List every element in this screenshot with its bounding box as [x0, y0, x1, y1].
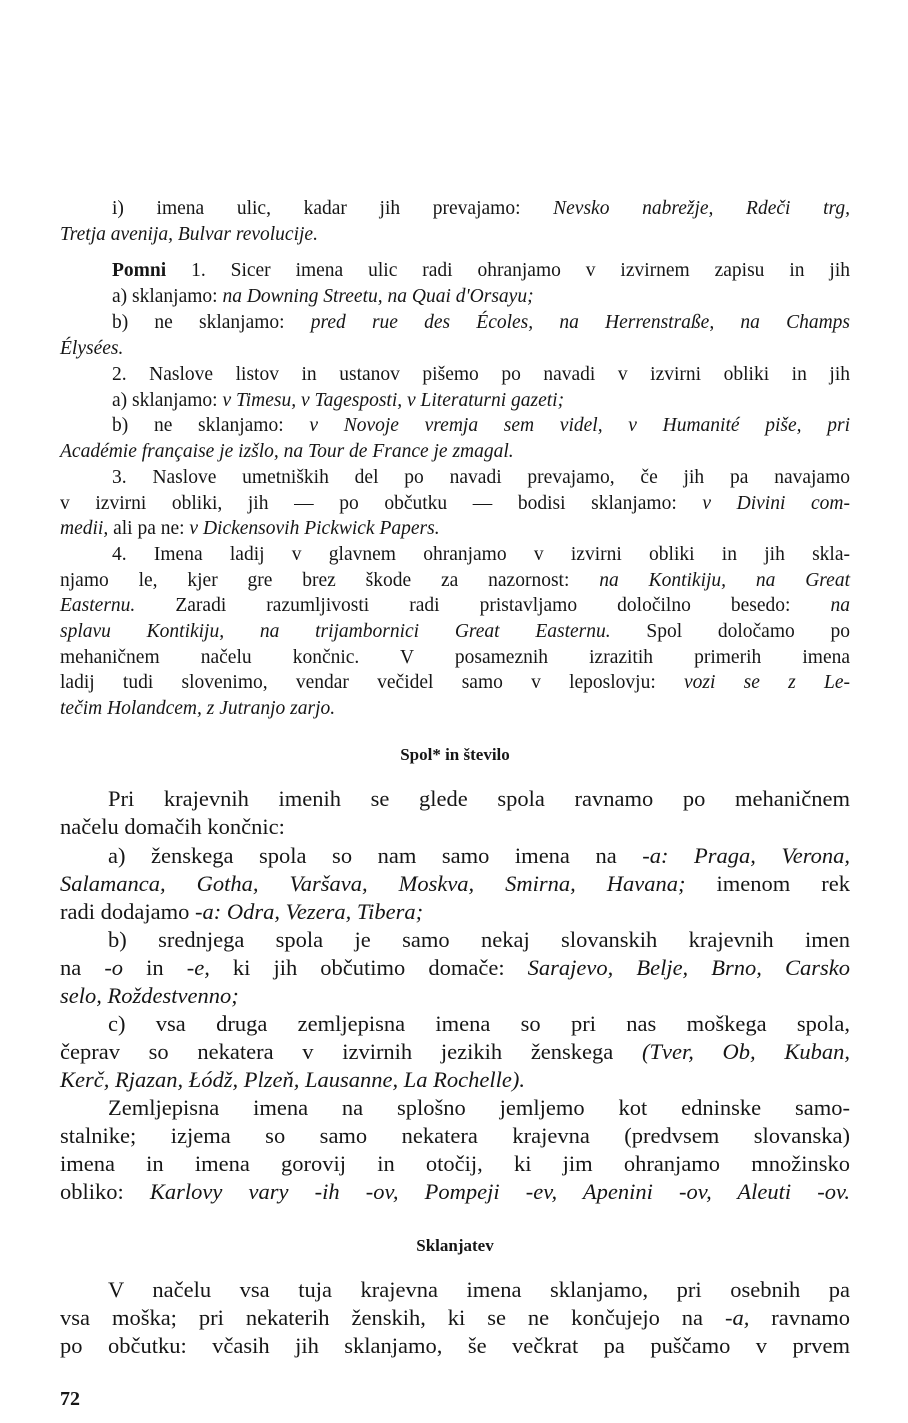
- text-line: Kerč, Rjazan, Łódž, Plzeň, Lausanne, La Rochelle).: [60, 1067, 525, 1092]
- text-line: tečim Holandcem, z Jutranjo zarjo.: [60, 698, 336, 719]
- text-line: obliko: Karlovy vary -ih -ov, Pompeji -ev, Apenini -ov, Aleuti -ov.: [60, 1179, 850, 1204]
- text-line: 4. Imena ladij v glavnem ohranjamo v izvirni obliki in jih skla-: [112, 544, 850, 565]
- text-line: radi dodajamo -a: Odra, Vezera, Tibera;: [60, 899, 424, 924]
- text-line: mehaničnem načelu končnic. V posameznih izrazitih primerih imena: [60, 647, 850, 668]
- text-line: načelu domačih končnic:: [60, 814, 285, 839]
- text-line: a) ženskega spola so nam samo imena na -a: Praga, Verona,: [108, 843, 850, 868]
- text-line: ladij tudi slovenimo, vendar večidel samo v leposlovju: vozi se z Le-: [60, 672, 850, 693]
- text-line: čeprav so nekatera v izvirnih jezikih ženskega (Tver, Ob, Kuban,: [60, 1039, 851, 1064]
- text-line: selo, Roždestvenno;: [60, 983, 239, 1008]
- text-line: vsa moška; pri nekaterih ženskih, ki se ne končujejo na -a, ravnamo: [60, 1305, 850, 1330]
- text-line: Tretja avenija, Bulvar revolucije.: [60, 224, 318, 245]
- text-line: njamo le, kjer gre brez škode za nazornost: na Kontikiju, na Great: [60, 570, 850, 591]
- section-heading-gender-number: Spol* in število: [400, 745, 510, 764]
- text-line: imena in imena gorovij in otočij, ki jim ohranjamo množinsko: [60, 1151, 850, 1176]
- text-line: Zemljepisna imena na splošno jemljemo kot edninske samo-: [108, 1095, 850, 1120]
- section-heading-declension: Sklanjatev: [416, 1236, 494, 1255]
- text-line: medii, ali pa ne: v Dickensovih Pickwick Papers.: [60, 518, 440, 539]
- book-page: [60, 0, 850, 1423]
- text-line: Élysées.: [60, 338, 124, 359]
- text-line: a) sklanjamo: na Downing Streetu, na Quai d'Orsayu;: [112, 286, 534, 307]
- text-line: Pri krajevnih imenih se glede spola ravnamo po mehaničnem: [108, 786, 850, 811]
- text-line: c) vsa druga zemljepisna imena so pri nas moškega spola,: [108, 1011, 850, 1036]
- text-line: i) imena ulic, kadar jih prevajamo: Nevsko nabrežje, Rdeči trg,: [112, 198, 850, 219]
- text-line: 2. Naslove listov in ustanov pišemo po navadi v izvirni obliki in jih: [112, 364, 850, 385]
- text-line: na -o in -e, ki jih občutimo domače: Sarajevo, Belje, Brno, Carsko: [60, 955, 850, 980]
- text-line: stalnike; izjema so samo nekatera krajevna (predvsem slovanska): [60, 1123, 850, 1148]
- text-line: a) sklanjamo: v Timesu, v Tagesposti, v Literaturni gazeti;: [112, 390, 565, 411]
- page-number: 72: [60, 1388, 80, 1410]
- text-line: po občutku: včasih jih sklanjamo, še večkrat pa puščamo v prvem: [60, 1333, 850, 1358]
- text-line: Académie française je izšlo, na Tour de France je zmagal.: [60, 441, 514, 462]
- text-line: b) ne sklanjamo: v Novoje vremja sem videl, v Humanité piše, pri: [112, 415, 851, 436]
- text-line: Salamanca, Gotha, Varšava, Moskva, Smirna, Havana; imenom rek: [60, 871, 850, 896]
- text-line: 3. Naslove umetniških del po navadi prevajamo, če jih pa navajamo: [112, 467, 850, 488]
- text-line: Pomni 1. Sicer imena ulic radi ohranjamo v izvirnem zapisu in jih: [112, 260, 850, 281]
- text-line: b) srednjega spola je samo nekaj slovanskih krajevnih imen: [108, 927, 850, 952]
- text-line: b) ne sklanjamo: pred rue des Écoles, na Herrenstraße, na Champs: [112, 312, 850, 333]
- text-line: splavu Kontikiju, na trijambornici Great Easternu. Spol določamo po: [60, 621, 850, 642]
- text-line: V načelu vsa tuja krajevna imena sklanjamo, pri osebnih pa: [108, 1277, 850, 1302]
- text-line: Easternu. Zaradi razumljivosti radi pristavljamo določilno besedo: na: [60, 595, 850, 616]
- text-line: v izvirni obliki, jih — po občutku — bodisi sklanjamo: v Divini com-: [60, 493, 850, 514]
